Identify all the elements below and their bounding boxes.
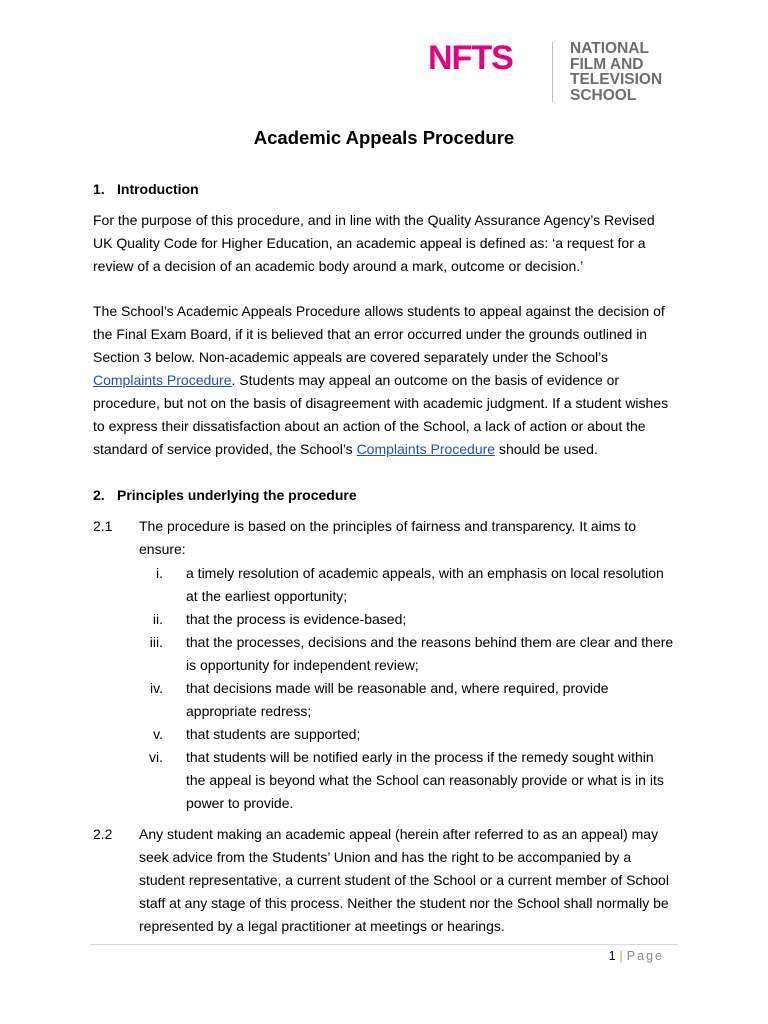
- list-item-number: iii.: [149, 634, 163, 650]
- intro-paragraph-1: For the purpose of this procedure, and in line with the Quality Assurance Agency’s Revised UK Quality Code for Higher Education, an academic appeal is defined as: ‘a request for a review of a decision of an academic body around a mark, outcome or decision.’: [93, 212, 655, 274]
- list-item-text: that students are supported;: [186, 726, 361, 742]
- page-number: 1: [608, 949, 616, 963]
- list-item: [139, 723, 679, 746]
- section-title: Principles underlying the procedure: [117, 487, 357, 503]
- clause-2-1: [93, 515, 673, 561]
- logo-line-1: NATIONAL: [570, 40, 649, 57]
- logo-mark: NFTS: [428, 39, 513, 77]
- logo-line-4: SCHOOL: [570, 87, 637, 105]
- clause-text: Any student making an academic appeal (herein after referred to as an appeal) may seek advice from the Students’ Union and has the right to be accompanied by a student representative, a current student of the School or a current member of School staff at any stage of this process. Neither the student nor the School shall normally be represented by a legal practitioner at meetings or hearings.: [139, 826, 669, 934]
- logo-wordmark: [570, 41, 662, 104]
- clause-number: 2.1: [93, 518, 113, 534]
- clause-text: The procedure is based on the principles of fairness and transparency. It aims to ensure:: [139, 518, 637, 557]
- para-text: . Students may appeal an outcome on the basis of evidence or procedure, but not on the basis of disagreement with academic judgment. If a student wishes to express their dissatisfaction about an action of the School, a lack of action or about the standard of service provided, the School’s: [93, 372, 669, 457]
- section-heading-principles: [93, 487, 357, 503]
- list-item: [139, 746, 679, 815]
- list-item: [139, 677, 679, 723]
- list-item-number: iv.: [150, 680, 163, 696]
- section-number: 1.: [93, 181, 105, 197]
- list-item-number: vi.: [149, 749, 163, 765]
- logo-divider: [552, 42, 553, 102]
- list-item: [139, 608, 679, 631]
- list-item-text: that the process is evidence-based;: [186, 611, 407, 627]
- para-text: The School’s Academic Appeals Procedure allows students to appeal against the decision of the Final Exam Board, if it is believed that an error occurred under the grounds outlined in Section 3 below. Non-academic appeals are covered separately under the School’s: [93, 303, 665, 365]
- list-item-text: that decisions made will be reasonable and, where required, provide appropriate redress;: [186, 680, 609, 719]
- page-footer: [609, 949, 664, 963]
- footer-divider: [90, 944, 678, 945]
- list-item-number: v.: [153, 726, 163, 742]
- complaints-procedure-link[interactable]: Complaints Procedure: [93, 372, 232, 388]
- logo-line-3: TELEVISION: [570, 71, 663, 89]
- para-text: should be used.: [495, 441, 598, 457]
- complaints-procedure-link[interactable]: Complaints Procedure: [356, 441, 496, 457]
- document-title: Academic Appeals Procedure: [253, 127, 515, 148]
- logo-line-2: FILM AND: [570, 55, 644, 73]
- list-item-text: that the processes, decisions and the reasons behind them are clear and there is opportunity for independent review;: [186, 634, 674, 673]
- list-item-number: i.: [156, 565, 163, 581]
- footer-separator: |: [619, 949, 623, 963]
- list-item-text: that students will be notified early in the process if the remedy sought within the appeal is beyond what the School can reasonably provide or what is in its power to provide.: [186, 749, 664, 811]
- list-item-text: a timely resolution of academic appeals, with an emphasis on local resolution at the earliest opportunity;: [186, 565, 664, 604]
- section-heading-introduction: [93, 181, 199, 197]
- list-item-number: ii.: [152, 611, 163, 627]
- intro-paragraph-2: [93, 300, 673, 461]
- section-number: 2.: [93, 487, 105, 503]
- clause-number: 2.2: [93, 826, 113, 842]
- list-item: [139, 562, 679, 608]
- section-title: Introduction: [117, 181, 199, 197]
- page-label: Page: [626, 949, 664, 963]
- clause-2-2: [93, 823, 673, 938]
- list-item: [139, 631, 679, 677]
